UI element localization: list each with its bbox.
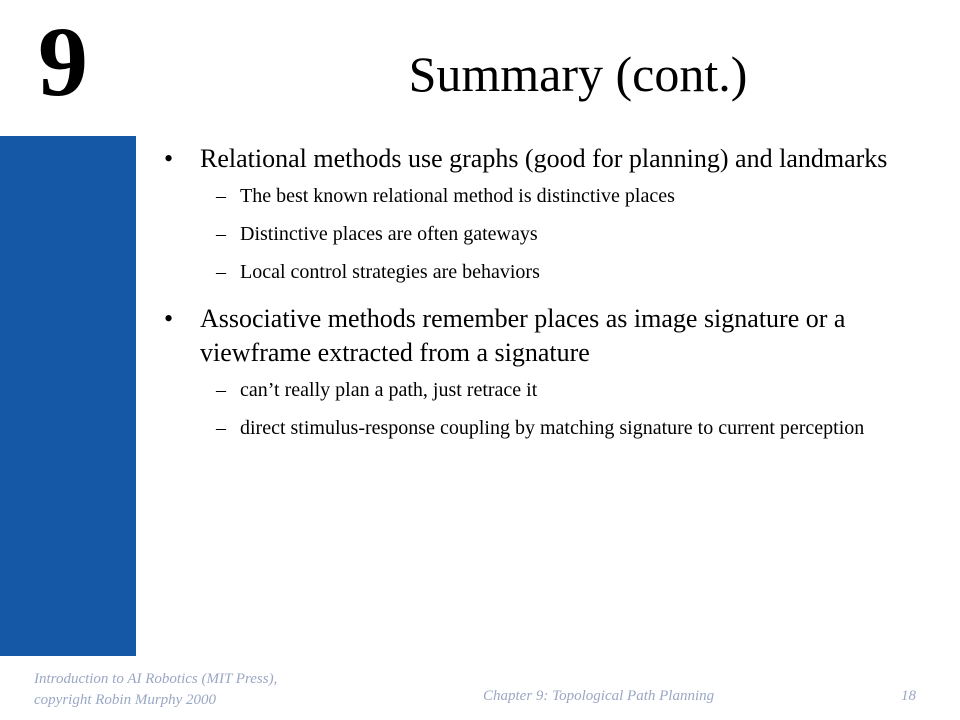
subitem-stimulus-response [160,416,890,441]
slide-title: Summary (cont.) [408,46,748,102]
subitem-text: direct stimulus-response coupling by matching signature to current perception [240,417,865,439]
footer-page-number: 18 [901,688,916,704]
dash-marker: – [216,379,226,401]
footer-citation [34,669,277,711]
bullet-text: Relational methods use graphs (good for planning) and landmarks [200,144,888,173]
bullet-associative-methods [160,302,890,370]
slide-content [160,142,890,454]
footer-chapter-title: Chapter 9: Topological Path Planning [483,688,715,704]
chapter-number: 9 [38,6,88,117]
footer-citation-line2: copyright Robin Murphy 2000 [34,692,217,708]
subitem-text: The best known relational method is distinctive places [240,185,675,207]
subitem-retrace-path [160,378,890,403]
bullet-marker: • [164,304,174,333]
dash-marker: – [216,261,226,283]
subitem-gateways [160,222,890,247]
subitem-text: Distinctive places are often gateways [240,223,538,245]
dash-marker: – [216,417,226,439]
dash-marker: – [216,223,226,245]
bullet-text: Associative methods remember places as image signature or a viewframe extracted from a signature [200,304,846,367]
subitem-text: can’t really plan a path, just retrace it [240,379,538,401]
bullet-marker: • [164,144,174,173]
subitem-text: Local control strategies are behaviors [240,261,540,283]
dash-marker: – [216,185,226,207]
bullet-relational-methods [160,142,890,176]
subitem-distinctive-places-method [160,184,890,209]
footer-citation-line1: Introduction to AI Robotics (MIT Press), [34,671,278,687]
side-accent-bar [0,136,136,656]
subitem-local-control [160,260,890,285]
